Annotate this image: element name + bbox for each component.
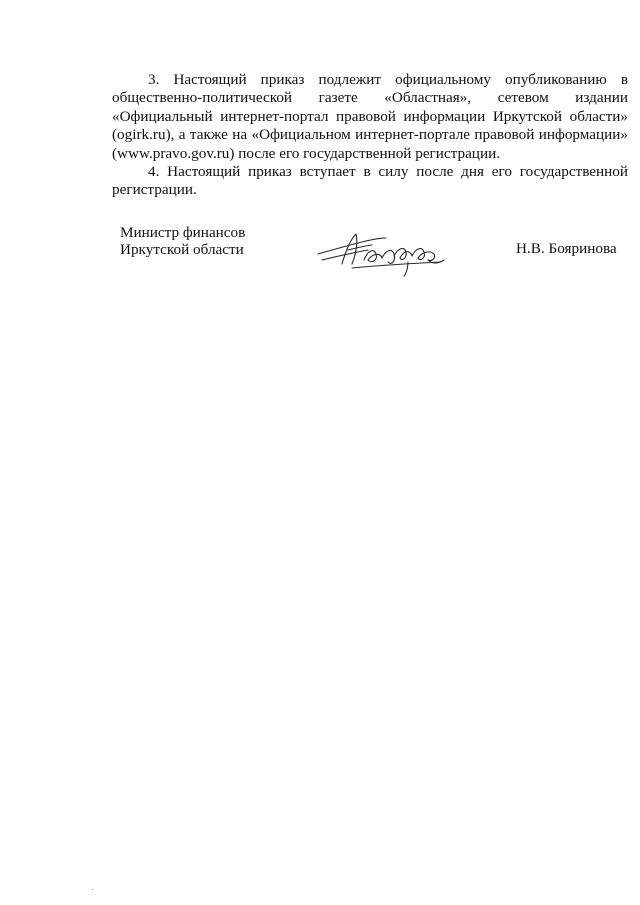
signer-position <box>120 224 300 258</box>
document-body <box>112 71 628 200</box>
signer-position-line-2: Иркутской области <box>120 241 244 258</box>
signer-name: Н.В. Бояринова <box>516 240 617 257</box>
scan-speck <box>92 889 93 890</box>
paragraph-4: 4. Настоящий приказ вступает в силу после дня его государственной регистрации. <box>112 163 628 199</box>
signer-position-line-1: Министр финансов <box>120 224 246 241</box>
paragraph-3: 3. Настоящий приказ подлежит официальному опубликованию в общественно-политической газете «Областная», сетевом издании «Официальный интернет-портал правовой информации Иркутской области» (ogirk.ru), а также на «Официальном интернет-портале правовой информации» (www.pravo.gov.ru) после его государственной регистрации. <box>112 71 628 162</box>
handwritten-signature-icon <box>312 220 452 280</box>
